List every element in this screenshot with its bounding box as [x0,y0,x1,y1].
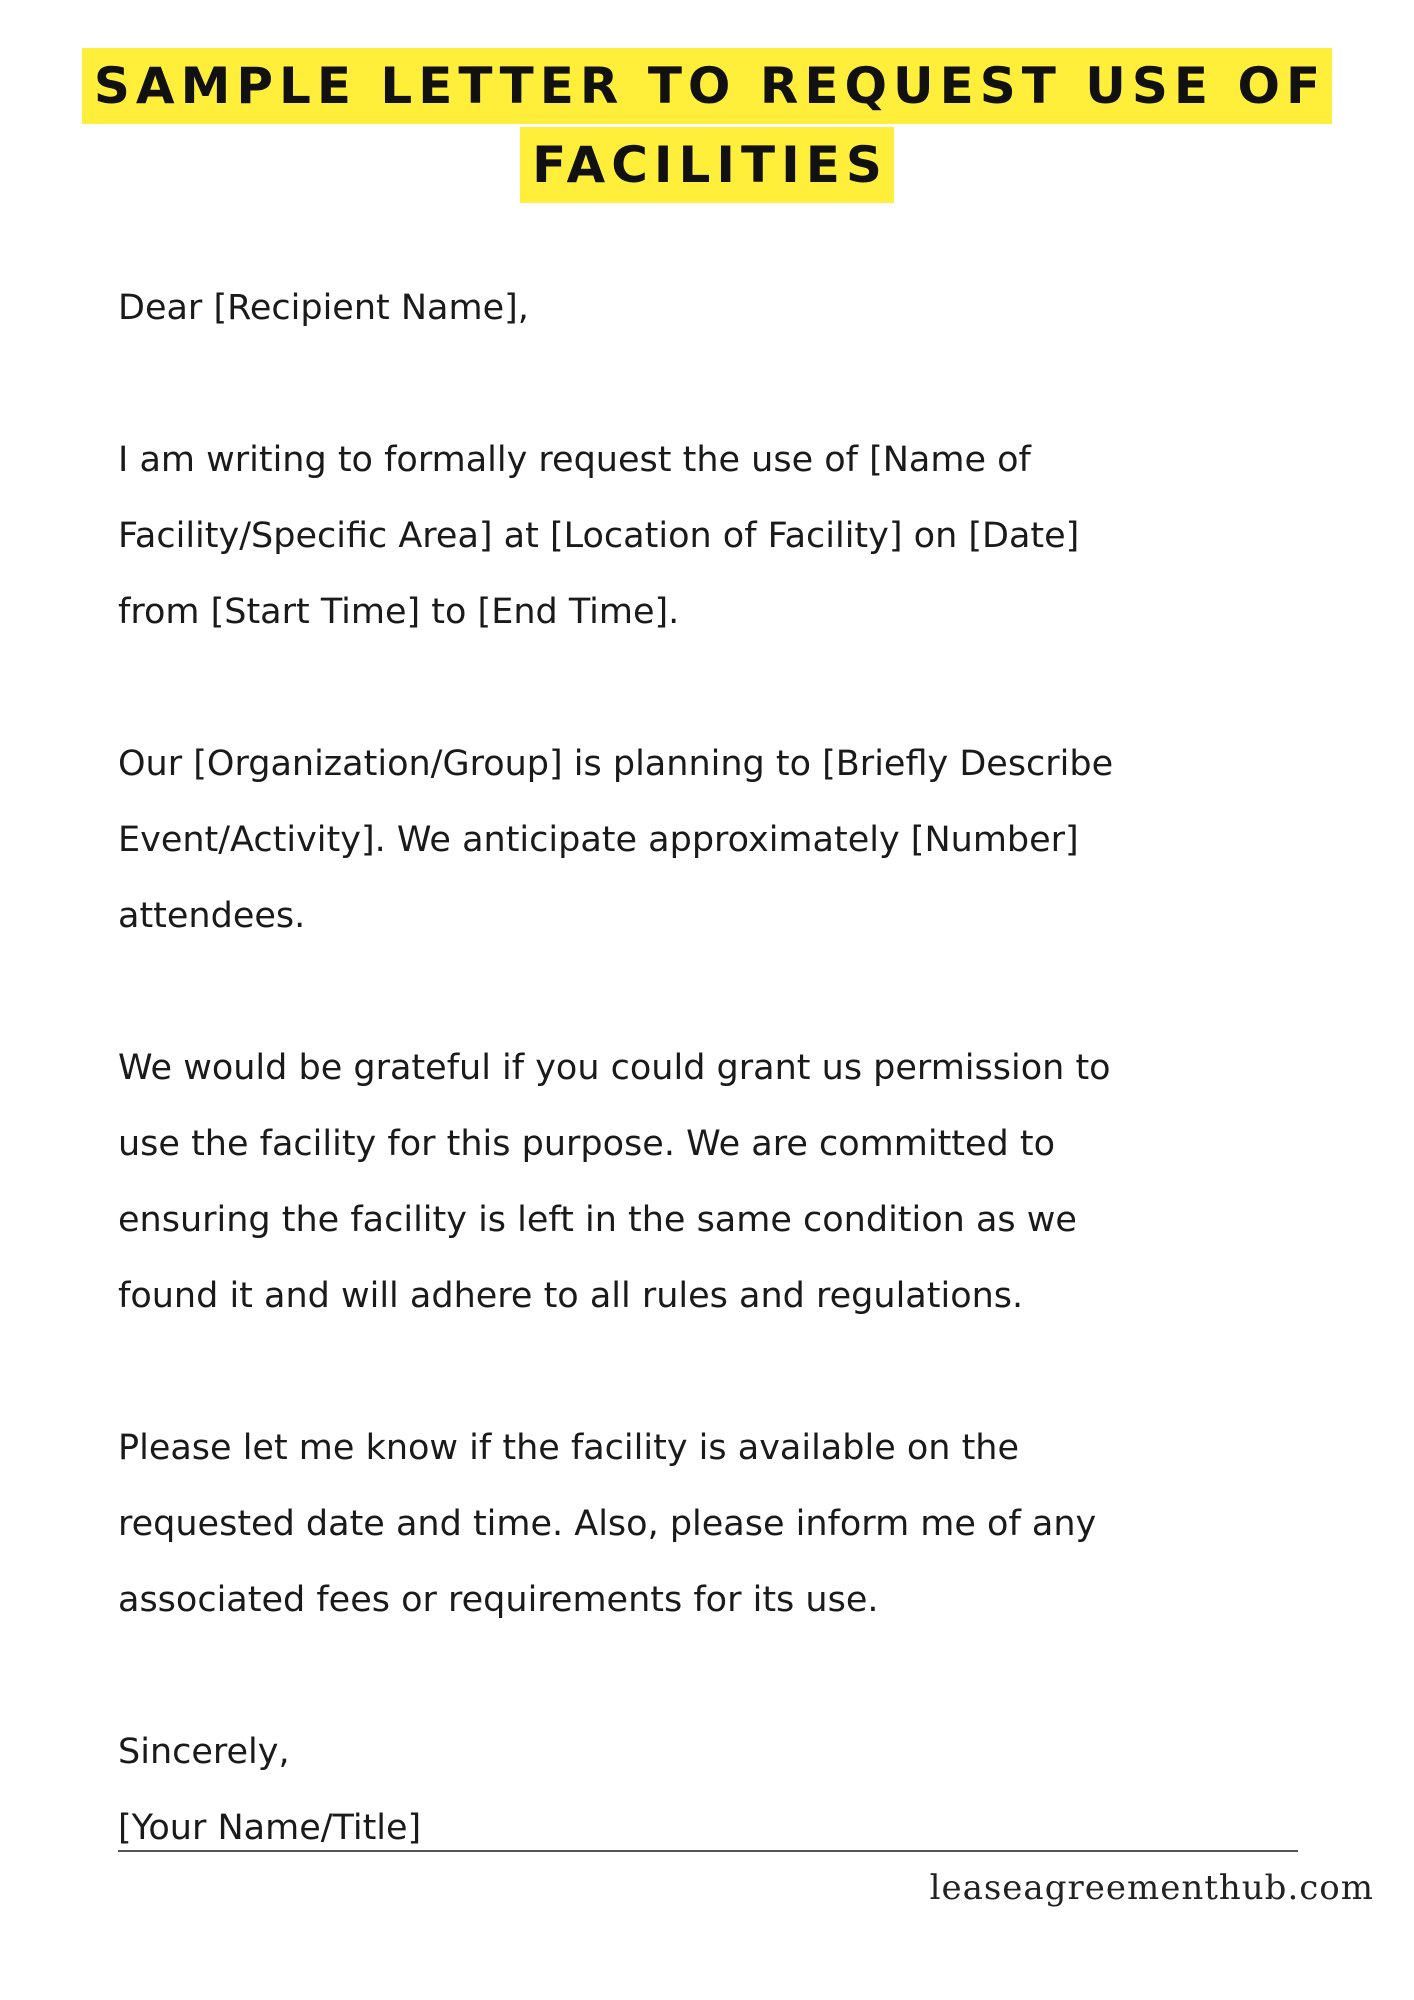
paragraph-commitment: We would be grateful if you could grant us permission to use the facility for this purpose. We are committed to ensuring the facility is left in the same condition as we found it and will adhere to all rules and regulations. [118,1048,1111,1316]
signature-divider [118,1850,1298,1852]
title-line-1: SAMPLE LETTER TO REQUEST USE OF [82,48,1332,124]
closing: Sincerely, [118,1732,290,1772]
document-title [0,48,1414,206]
paragraph-event: Our [Organization/Group] is planning to [Briefly Describe Event/Activity]. We anticipate approximately [Number] attendees. [118,744,1114,936]
letter-body [118,270,1378,1866]
footer-site: leaseagreementhub.com [929,1868,1374,1908]
paragraph-availability: Please let me know if the facility is available on the requested date and time. Also, please inform me of any associated fees or requirements for its use. [118,1428,1097,1620]
signature: [Your Name/Title] [118,1808,422,1848]
paragraph-request: I am writing to formally request the use of [Name of Facility/Specific Area] at [Location of Facility] on [Date] from [Start Time] to [End Time]. [118,440,1080,632]
title-line-2: FACILITIES [520,127,894,203]
salutation: Dear [Recipient Name], [118,288,529,328]
